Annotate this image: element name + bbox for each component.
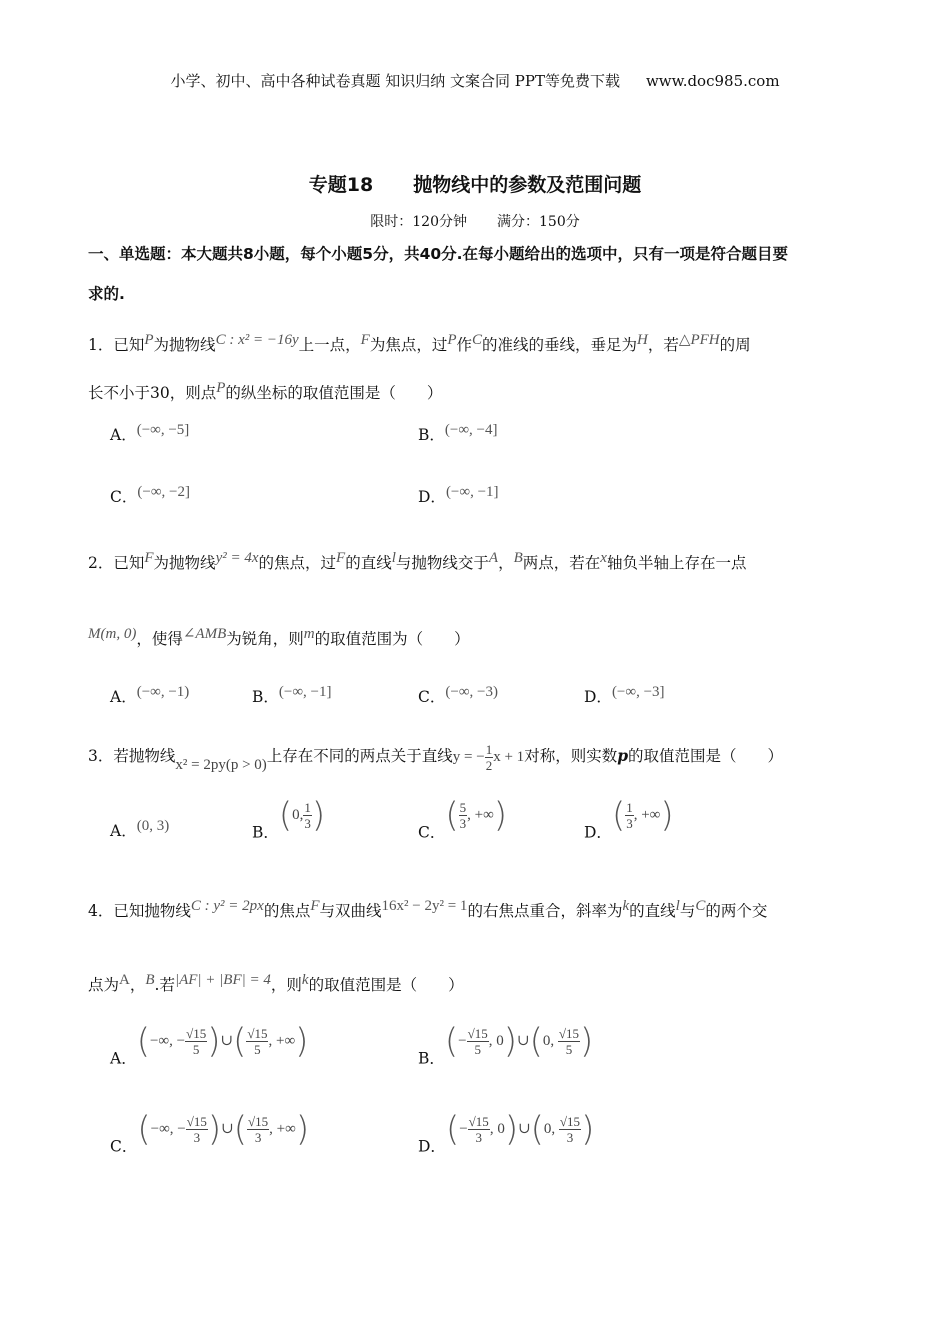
question-3-option-b[interactable]: B．(0, $\frac{1}{3}$ ) bbox=[252, 795, 326, 842]
question-4-option-a[interactable]: A．(−∞, − $\frac{√15}{5}$ )∪( $\frac{√15}{5}$ , +∞) bbox=[110, 1021, 309, 1068]
question-4-line-2: 点为A，B.若|AF| + |BF| = 4，则k的取值范围是（ ） bbox=[88, 972, 464, 994]
question-4-option-b[interactable]: B．(− $\frac{√15}{5}$ , 0)∪(0, $\frac{√15}{5}$ ) bbox=[418, 1021, 594, 1068]
question-3-option-d[interactable]: D．( $\frac{1}{3}$ , +∞) bbox=[584, 795, 674, 842]
question-1: 1．已知P为抛物线C : x² = −16y上一点，F为焦点，过P作C的准线的垂线，垂足为H，若△PFH的周 bbox=[88, 332, 751, 354]
page-title bbox=[0, 170, 950, 197]
question-2: 2．已知F为抛物线y² = 4x的焦点，过F的直线l与抛物线交于A，B两点，若在x轴负半轴上存在一点 bbox=[88, 550, 747, 572]
question-2-option-d[interactable]: D．(−∞, −3] bbox=[584, 684, 665, 706]
page-header bbox=[0, 70, 950, 91]
question-3-option-c[interactable]: C．( $\frac{5}{3}$ , +∞) bbox=[418, 795, 508, 842]
question-2-option-a[interactable]: A．(−∞, −1) bbox=[110, 684, 190, 706]
header-text: 小学、初中、高中各种试卷真题 知识归纳 文案合同 PPT等免费下载 bbox=[170, 72, 620, 90]
question-1-option-d[interactable]: D．(−∞, −1] bbox=[418, 484, 499, 506]
question-3: 3．若抛物线x² = 2py(p > 0)上存在不同的两点关于直线y = − $\frac{1}{2}$ x + 1对称，则实数p的取值范围是（ ） bbox=[88, 742, 784, 773]
full-score: 满分：150分 bbox=[497, 214, 580, 230]
question-2-option-b[interactable]: B．(−∞, −1] bbox=[252, 684, 332, 706]
question-4: 4．已知抛物线C : y² = 2px的焦点F与双曲线16x² − 2y² = 1的右焦点重合，斜率为k的直线l与C的两个交 bbox=[88, 898, 768, 920]
question-2-line-2: M(m, 0)，使得∠AMB为锐角，则m的取值范围为（ ） bbox=[88, 626, 470, 648]
header-site: www.doc985.com bbox=[645, 72, 780, 90]
question-4-option-c[interactable]: C．(−∞, − $\frac{√15}{3}$ )∪( $\frac{√15}{3}$ , +∞) bbox=[110, 1109, 310, 1156]
exam-limits bbox=[0, 211, 950, 231]
title-topic-name: 抛物线中的参数及范围问题 bbox=[413, 174, 642, 196]
title-topic-number: 专题18 bbox=[308, 174, 374, 196]
question-1-option-b[interactable]: B．(−∞, −4] bbox=[418, 422, 498, 444]
question-3-option-a[interactable]: A．(0, 3) bbox=[110, 818, 170, 840]
question-4-option-d[interactable]: D．(− $\frac{√15}{3}$ , 0)∪(0, $\frac{√15}{3}$ ) bbox=[418, 1109, 595, 1156]
section-heading: 一、单选题：本大题共8小题，每个小题5分，共40分.在每小题给出的选项中，只有一项是符合题目要 bbox=[88, 245, 789, 263]
question-1-option-c[interactable]: C．(−∞, −2] bbox=[110, 484, 190, 506]
section-heading-cont: 求的. bbox=[88, 285, 125, 303]
question-2-option-c[interactable]: C．(−∞, −3) bbox=[418, 684, 498, 706]
question-1-line-2: 长不小于30，则点P的纵坐标的取值范围是（ ） bbox=[88, 380, 443, 402]
question-1-option-a[interactable]: A．(−∞, −5] bbox=[110, 422, 190, 444]
time-limit: 限时：120分钟 bbox=[370, 214, 467, 230]
